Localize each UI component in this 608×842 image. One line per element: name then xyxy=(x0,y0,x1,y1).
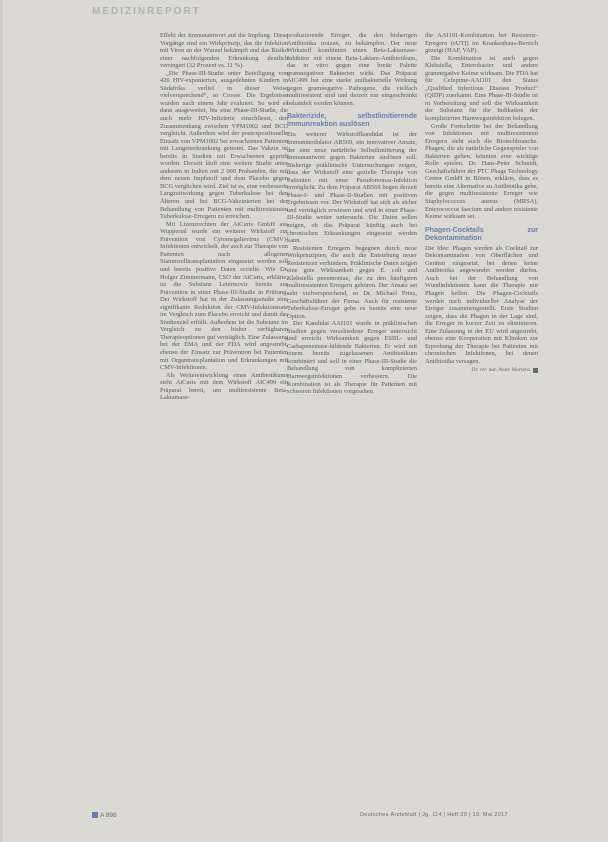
subheading: Phagen-Cocktails zur Dekontamination xyxy=(425,226,538,242)
paragraph: Ein weiterer Wirkstoffkandidat ist der Immunmodulator AB569, ein innovativer Ansatz, der eine neue natürliche Selbstlimitierung der Immunantwort gegen Bakterien auslösen soll. Bisherige präklinische Untersuchungen zeigen, dass der Wirkstoff eine gezielte Therapie von Patienten mit einer Pseudomonas-Infektion ermöglicht. Zu dem Präparat AB569 liegen derzeit Phase-I- und Phase-II-Studien mit positiven Ergebnissen vor. Der Wirkstoff hat sich als sicher und verträglich erwiesen und wird in einer Phase-III-Studie weiter untersucht. Die Daten sollen zeigen, ob das Präparat künftig auch bei chronischen Erkrankungen eingesetzt werden kann. xyxy=(287,131,417,245)
text-column-2 xyxy=(287,32,417,792)
author-name: Dr. rer. nat. Anne Martens xyxy=(471,367,530,374)
page-edge xyxy=(0,0,3,842)
paragraph: „Die Phase-III-Studie unter Beteiligung von 426 HIV-exponierten, ausgedehnten Kindern in Südafrika verlief in dieser Weise vielversprechend“, so Crosse. Die Ergebnisse wurden nach einem Jahr evaluiert. So wird es dann ausgeweitet, bis eine Phase-III-Studie, die auch mehr HIV-Infizierte einschliesst, den Zusammenhang zwischen VPM1002 und BCG vergleicht. Außerdem wird der postexpositionelle Einsatz von VPM1002 bei erwachsenen Patienten mit Lungenerkrankung getestet. Das Vakzin ist bereits in Studien mit Erwachsenen geprüft worden. Derzeit läuft eine weitere Studie unter anderem in Indien mit 2 000 Probanden, die mit dem neuen Impfstoff und dem Placebo gegen BCG verglichen wird. Ziel ist es, eine verbesserte Langzeitwirkung gegen Tuberkulose bei den Älteren und bei BCG-Vakzinierten bei der Behandlung von Patienten mit multiresistenten Tuberkulose-Erregern zu erreichen. xyxy=(160,69,288,221)
paragraph: Als Weiterentwicklung eines Antibiotikums steht AiCuris mit dem Wirkstoff AIC499 ein Präparat bereit, um multiresistente Beta-Laktamase- xyxy=(160,371,288,402)
page-marker-icon xyxy=(92,812,98,818)
paragraph: Die Idee: Phagen werden als Cocktail zur Dekontamination von Oberflächen und Geräten eingesetzt, bei denen keine Antibiotika angewendet werden dürfen. Auch bei der Behandlung von Wundinfektionen kann die Therapie mit Phagen helfen. Die Phagen-Cocktails werden nach individueller Analyse der Erreger zusammengestellt. Erste Studien zeigen, dass die Phagen in der Lage sind, die Erreger in kurzer Zeit zu eliminieren. Eine Zulassung in der EU wird angestrebt, ebenso eine Kooperation mit Kliniken zur Erprobung der Therapie bei Patienten mit chronischen Infektionen, bei denen Antibiotika versagen. xyxy=(425,244,538,365)
paragraph: Mit Lizenzrechten der AiCuris GmbH aus Wuppertal wurde ein weiterer Wirkstoff zur Prävention von Cytomegalievirus (CMV)-Infektionen entwickelt, der auch zur Therapie von Patienten nach allogener Stammzelltransplantation eingesetzt werden soll und bereits positive Daten erzielte. Wie Dr. Holger Zimmermann, CSO der AiCuris, erklärte, ist die Substanz Letermovir bereits zur Prävention in einer Phase-III-Studie in Prüfung. Der Wirkstoff hat in der Zulassungsstudie eine signifikante Reduktion der CMV-Infektionsrate im Vergleich zum Placebo erreicht und damit das Studienziel erfüllt. Außerdem ist die Substanz im Vergleich zu den bisher verfügbaren Therapieoptionen gut verträglich. Eine Zulassung bei der EMA und der FDA wird angestrebt, ebenso der Einsatz zur Prävention bei Patienten mit Organtransplantation und Erkrankungen mit CMV-Infektionen. xyxy=(160,220,288,372)
paragraph: Die Kombination ist auch gegen Klebsiella, Enterobacter und andere gramnegative Keime wirksam. Die FDA hat für Cefepime-AAI101 den Status „Qualified Infectious Disease Product“ (QIDP) zuerkannt. Eine Phase-III-Studie ist in Vorbereitung und soll die Wirksamkeit der Substanz für die Indikation der komplizierten Harnwegsinfektion belegen. xyxy=(425,54,538,123)
end-mark-icon xyxy=(533,368,538,373)
paragraph: Große Fortschritte bei der Behandlung von Infektionen mit multiresistenten Erregern sieht auch die Biotechbranche. Phagen, die als natürliche Gegenspieler von Bakterien gelten, könnten eine wichtige Rolle spielen. Dr. Hans-Peter Schmidt, Geschäftsführer der PTC Phage Technology Center GmbH in Bönen, erklärte, dass es bereits eine Alternative zu Antibiotika gebe, die gegen multiresistente Erreger wie Staphylococcus aureus (MRSA), Enterococcus faecium und andere resistente Keime wirksam sei. xyxy=(425,122,538,221)
paragraph: die AAI101-Kombination bei Resistenz-Erregern (cUTI) im Krankenhaus-Bereich gezeigt (HAP, VAP). xyxy=(425,32,538,55)
section-label: MEDIZINREPORT xyxy=(92,6,201,17)
page-number xyxy=(92,812,117,819)
subheading: Bakterizide, selbstlimitierende Immunreaktion auslösen xyxy=(287,113,417,129)
journal-citation: Deutsches Ärzteblatt | Jg. 114 | Heft 20 | 19. Mai 2017 xyxy=(360,812,508,818)
text-column-1 xyxy=(160,32,288,792)
page-number-text: A 898 xyxy=(100,812,117,819)
text-column-3 xyxy=(425,32,538,792)
paragraph: Der Kandidat AAI101 wurde in präklinischen Studien gegen verschiedene Erreger untersucht und erreicht Wirksamkeit gegen ESBL- und Carbapenemase-bildende Bakterien. Er wird mit einem bereits zugelassenen Antibiotikum kombiniert und soll in einer Phase-III-Studie die Behandlung von komplizierten Harnwegsinfektionen verbessern. Die Kombination ist als Therapie für Patienten mit schweren Infektionen vorgesehen. xyxy=(287,320,417,396)
paragraph: produzierende Erreger, die den bisherigen Antibiotika trotzen, zu bekämpfen. Der neue Wirkstoff kombiniert einen Beta-Laktamase-Inhibitor mit einem Beta-Laktam-Antibiotikum, das in vitro gegen eine breite Palette gramnegativer Bakterien wirkt. Das Präparat AIC499 hat eine starke antibakterielle Wirkung gegen gramnegative Pathogene, die vielfach multiresistent sind und derzeit nur eingeschränkt behandelt werden können. xyxy=(287,32,417,107)
author-line xyxy=(425,367,538,375)
paragraph: Resistenten Erregern begegnen durch neue Wirkprinzipien, die auch die Entstehung neuer Resistenzen verhindern. Präklinische Daten zeigen eine gute Wirksamkeit gegen E. coli und Klebsiella pneumoniae, die zu den häufigsten multiresistenten Erregern gehören. Der Ansatz sei sehr vielversprechend, so Dr. Michael Prinz, Geschäftsführer der Firma. Auch für resistente Tuberkulose-Erreger gebe es bereits eine neue Option. xyxy=(287,244,417,320)
paragraph: Effekt der Immunantwort auf die Impfung. Diese Vorgänge sind ein Wirkprinzip, das die Infektion mit Viren an der Wurzel bekämpft und das Risiko einer nachfolgenden Erkrankung deutlich verringert (32 Prozent vs. 11 %). xyxy=(160,32,288,70)
